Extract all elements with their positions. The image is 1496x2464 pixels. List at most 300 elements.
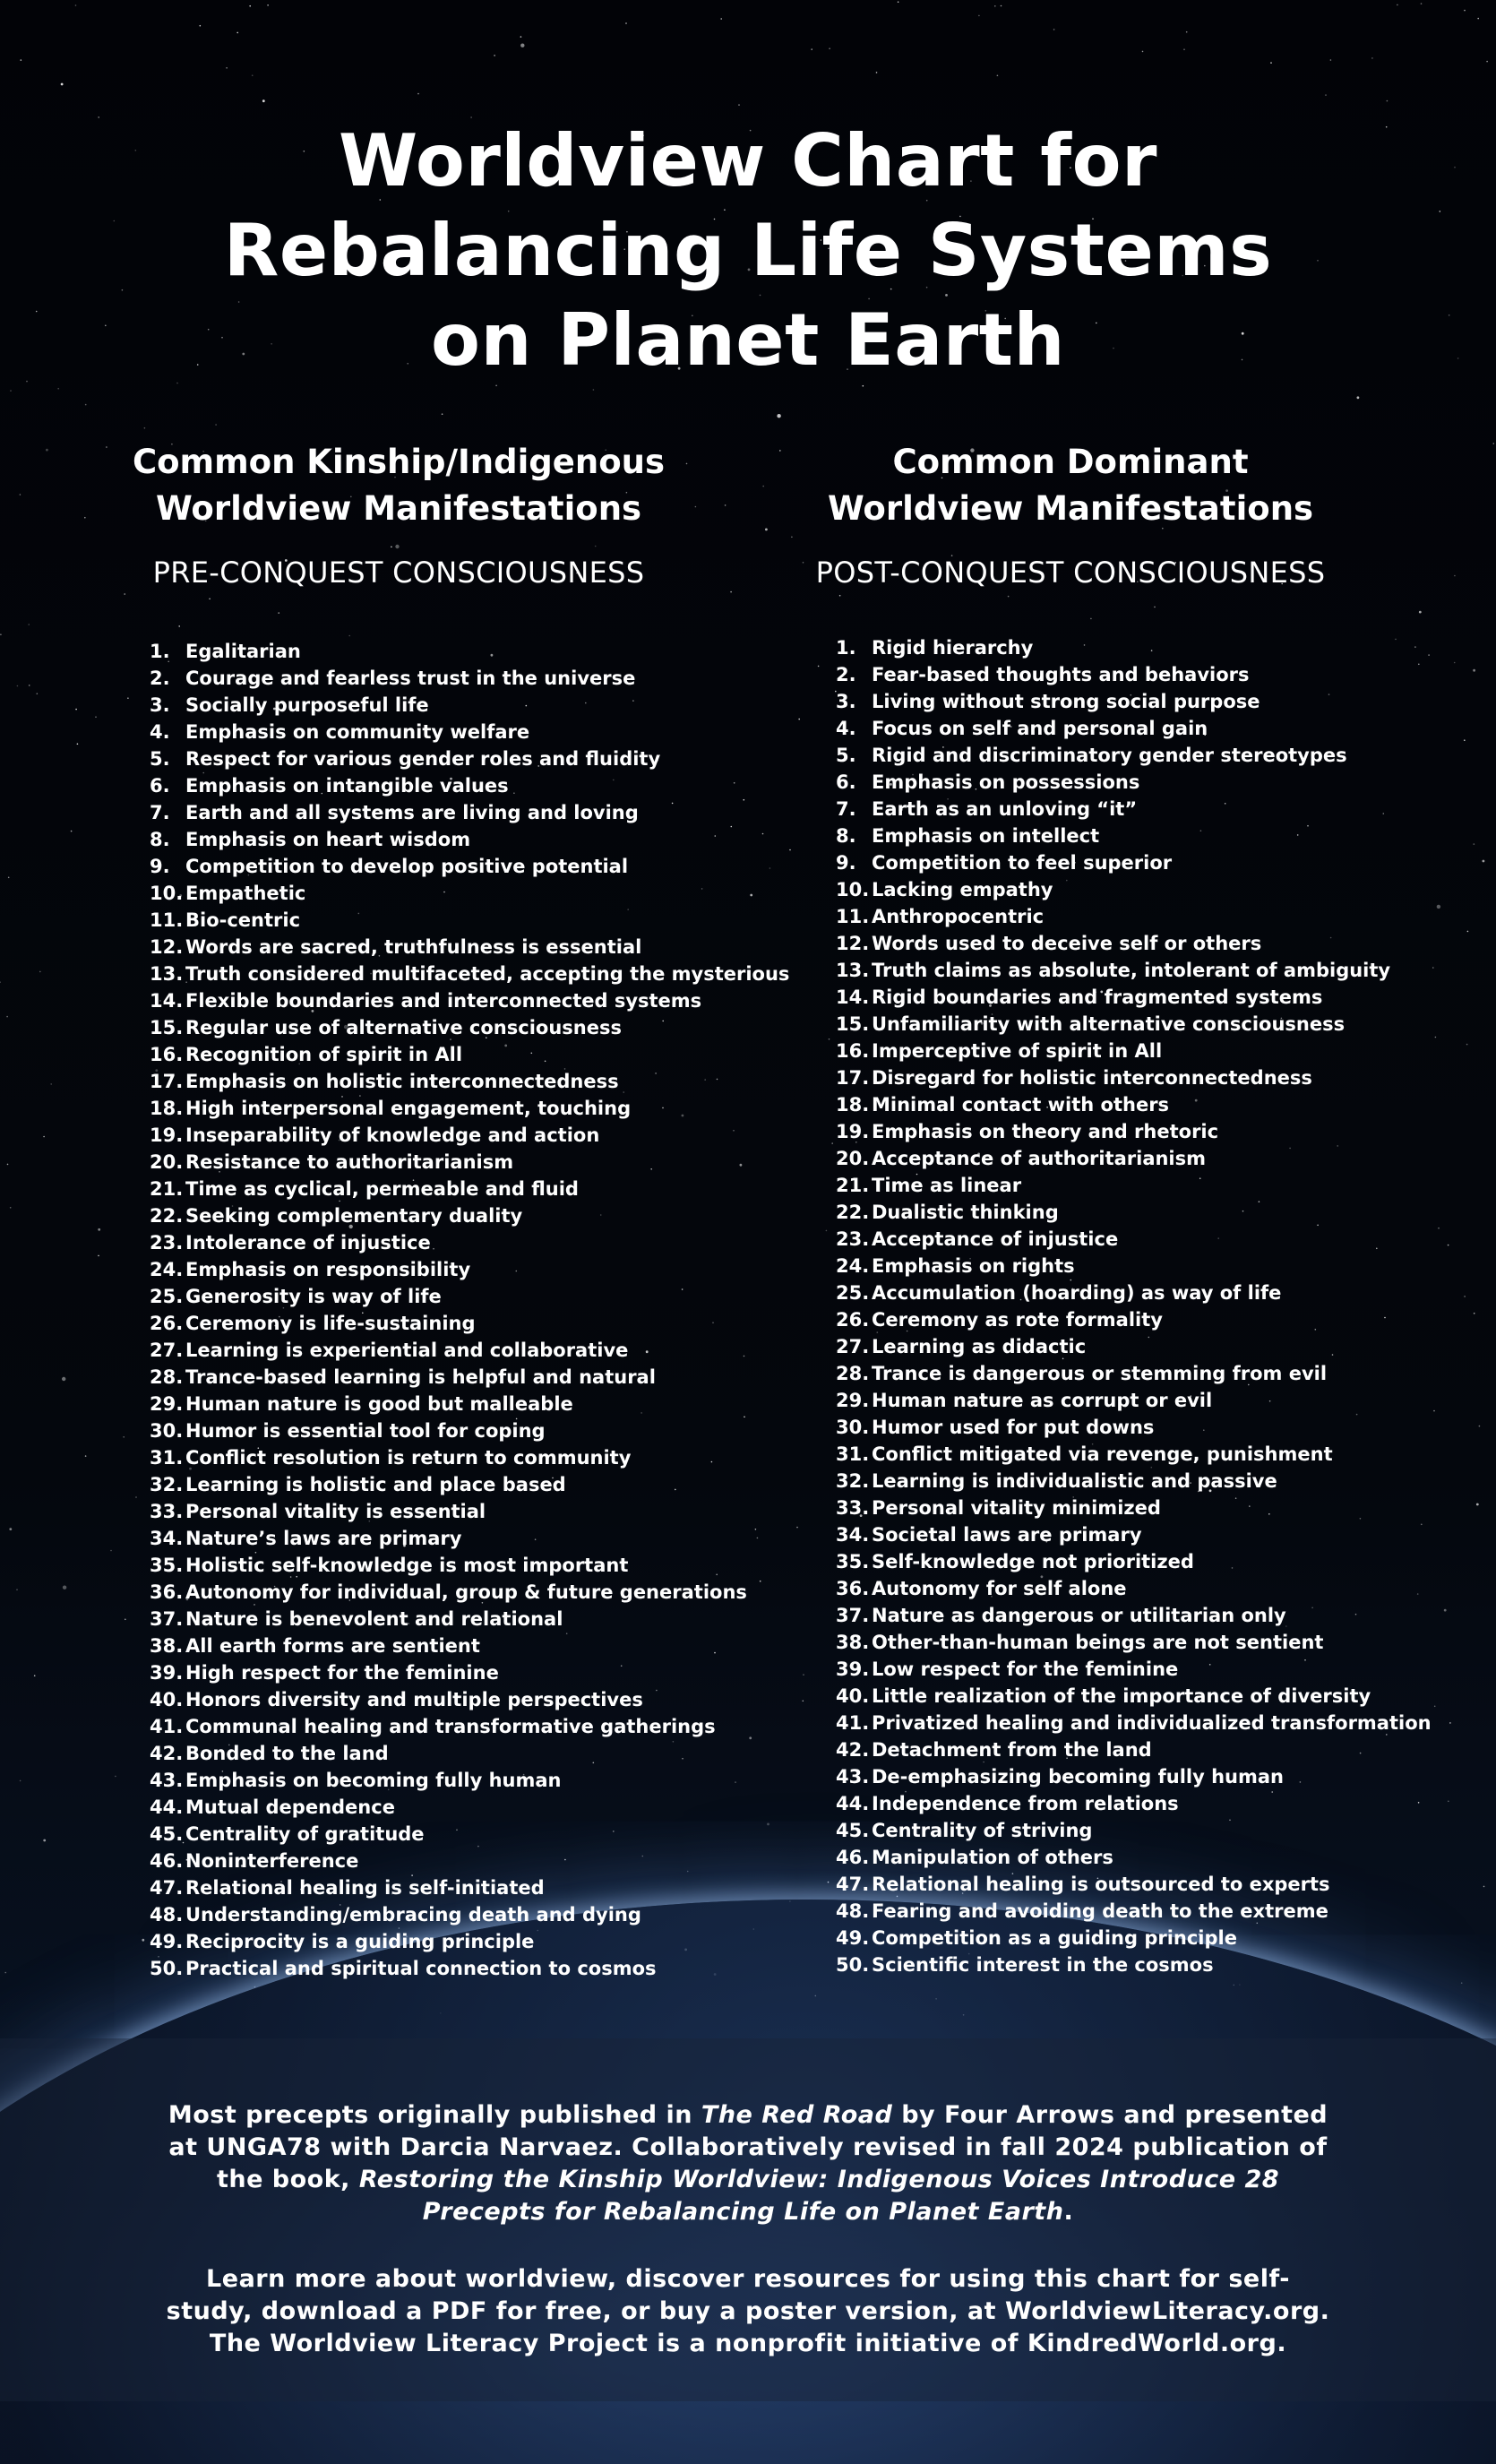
kinship-worldview-column <box>49 439 790 1979</box>
list-item-text: Conflict mitigated via revenge, punishment <box>872 1443 1333 1465</box>
list-item <box>836 1226 1463 1253</box>
list-item-number: 34. <box>836 1524 870 1546</box>
list-item-number: 13. <box>836 960 870 981</box>
list-item <box>150 826 777 853</box>
list-item-text: Personal vitality is essential <box>185 1501 486 1522</box>
list-item-number: 23. <box>150 1232 184 1254</box>
list-item-number: 8. <box>836 825 856 847</box>
list-item-text: Ceremony as rote formality <box>872 1309 1163 1331</box>
list-item <box>150 987 777 1014</box>
list-item-number: 43. <box>150 1770 184 1791</box>
list-item <box>836 903 1463 930</box>
list-item-number: 20. <box>150 1151 184 1173</box>
list-item-number: 38. <box>836 1632 870 1653</box>
list-item-text: Detachment from the land <box>872 1739 1152 1761</box>
list-item-number: 30. <box>836 1417 870 1438</box>
list-item-text: Learning is holistic and place based <box>185 1474 566 1495</box>
list-item <box>150 772 777 799</box>
list-item <box>836 1548 1463 1575</box>
list-item-number: 25. <box>836 1282 870 1304</box>
list-item <box>836 1629 1463 1656</box>
list-item-number: 34. <box>150 1528 184 1549</box>
list-item-number: 37. <box>836 1605 870 1626</box>
list-item <box>150 1579 777 1606</box>
list-item-number: 43. <box>836 1766 870 1788</box>
list-item <box>836 1145 1463 1172</box>
list-item <box>150 1229 777 1256</box>
list-item-text: Words used to deceive self or others <box>872 933 1262 954</box>
kinship-heading-line-1: Common Kinship/Indigenous <box>132 443 666 481</box>
list-item-text: Manipulation of others <box>872 1847 1113 1868</box>
kinship-column-subheading: PRE-CONQUEST CONSCIOUSNESS <box>152 556 645 590</box>
list-item <box>150 799 777 826</box>
list-item <box>150 1686 777 1713</box>
list-item-number: 24. <box>150 1259 184 1280</box>
list-item <box>836 1656 1463 1683</box>
list-item-number: 1. <box>150 641 170 662</box>
list-item-text: Acceptance of authoritarianism <box>872 1148 1207 1169</box>
list-item-number: 4. <box>150 721 170 743</box>
list-item <box>836 1683 1463 1710</box>
list-item-number: 3. <box>836 691 856 712</box>
list-item-text: Egalitarian <box>185 641 301 662</box>
list-item-number: 50. <box>150 1958 184 1979</box>
list-item-number: 9. <box>836 852 856 874</box>
list-item <box>150 1821 777 1848</box>
list-item <box>150 719 777 745</box>
list-item-text: Emphasis on possessions <box>872 771 1140 793</box>
list-item-text: High interpersonal engagement, touching <box>185 1098 632 1119</box>
list-item <box>836 1844 1463 1871</box>
list-item-text: Other-than-human beings are not sentient <box>872 1632 1324 1653</box>
list-item-text: Emphasis on becoming fully human <box>185 1770 562 1791</box>
list-item <box>836 715 1463 742</box>
list-item-text: Imperceptive of spirit in All <box>872 1040 1163 1062</box>
list-item <box>836 1441 1463 1468</box>
list-item-number: 7. <box>150 802 170 823</box>
list-item <box>150 1122 777 1149</box>
list-item-number: 42. <box>836 1739 870 1761</box>
list-item <box>150 961 790 987</box>
list-item-text: Centrality of striving <box>872 1820 1093 1841</box>
list-item-number: 8. <box>150 829 170 850</box>
list-item-text: Noninterference <box>185 1850 359 1872</box>
list-item-text: Ceremony is life-sustaining <box>185 1313 476 1334</box>
list-item-text: Bonded to the land <box>185 1743 389 1764</box>
list-item-text: Holistic self-knowledge is most important <box>185 1555 629 1576</box>
list-item <box>836 634 1463 661</box>
list-item-text: Earth and all systems are living and loving <box>185 802 639 823</box>
list-item <box>150 1310 777 1337</box>
list-item-number: 31. <box>150 1447 184 1469</box>
list-item-text: Societal laws are primary <box>872 1524 1142 1546</box>
list-item-number: 48. <box>836 1900 870 1922</box>
list-item <box>150 1606 777 1633</box>
list-item-text: Scientific interest in the cosmos <box>872 1954 1214 1976</box>
list-item <box>836 1038 1463 1064</box>
list-item <box>150 1444 777 1471</box>
list-item <box>150 665 777 692</box>
list-item-number: 16. <box>150 1044 184 1065</box>
list-item-number: 35. <box>150 1555 184 1576</box>
list-item-text: Words are sacred, truthfulness is essential <box>185 936 642 958</box>
list-item-number: 31. <box>836 1443 870 1465</box>
list-item-text: Unfamiliarity with alternative consciousness <box>872 1013 1346 1035</box>
list-item-text: Relational healing is self-initiated <box>185 1877 545 1899</box>
list-item <box>150 907 777 934</box>
list-item <box>836 984 1463 1011</box>
list-item-text: Humor is essential tool for coping <box>185 1420 546 1442</box>
dominant-column-heading <box>721 439 1420 532</box>
title-line-3: on Planet Earth <box>431 298 1065 382</box>
list-item <box>836 661 1463 688</box>
kinship-precept-list <box>150 638 790 1982</box>
list-item-text: Nature is benevolent and relational <box>185 1608 563 1630</box>
list-item-number: 19. <box>150 1124 184 1146</box>
dominant-heading-line-1: Common Dominant <box>892 443 1249 481</box>
list-item-number: 2. <box>836 664 856 685</box>
list-item-text: Mutual dependence <box>185 1796 395 1818</box>
list-item-text: Generosity is way of life <box>185 1286 442 1307</box>
list-item-number: 17. <box>836 1067 870 1089</box>
list-item <box>150 1283 777 1310</box>
list-item-text: Nature’s laws are primary <box>185 1528 462 1549</box>
dominant-worldview-column <box>721 439 1432 1976</box>
list-item-number: 33. <box>150 1501 184 1522</box>
list-item <box>836 1333 1463 1360</box>
list-item <box>836 876 1463 903</box>
list-item-text: Anthropocentric <box>872 906 1045 927</box>
list-item-number: 40. <box>836 1685 870 1707</box>
list-item-number: 14. <box>836 986 870 1008</box>
footer-text-a: Most precepts originally published in <box>168 2101 701 2129</box>
list-item-text: Focus on self and personal gain <box>872 718 1208 739</box>
list-item-text: Honors diversity and multiple perspectives <box>185 1689 643 1710</box>
list-item-number: 35. <box>836 1551 870 1572</box>
list-item <box>836 1736 1463 1763</box>
list-item-number: 5. <box>836 745 856 766</box>
list-item-text: Emphasis on heart wisdom <box>185 829 471 850</box>
list-item-number: 36. <box>150 1581 184 1603</box>
list-item-number: 18. <box>150 1098 184 1119</box>
list-item <box>150 853 777 880</box>
list-item-text: Autonomy for self alone <box>872 1578 1127 1599</box>
list-item-number: 6. <box>150 775 170 797</box>
list-item-text: Lacking empathy <box>872 879 1053 900</box>
list-item-number: 28. <box>836 1363 870 1384</box>
list-item-number: 45. <box>836 1820 870 1841</box>
list-item <box>836 1253 1463 1279</box>
list-item-number: 24. <box>836 1255 870 1277</box>
list-item <box>836 1871 1463 1898</box>
list-item-number: 21. <box>836 1175 870 1196</box>
list-item-number: 50. <box>836 1954 870 1976</box>
list-item-number: 10. <box>150 883 184 904</box>
list-item-text: Humor used for put downs <box>872 1417 1155 1438</box>
list-item-text: Trance is dangerous or stemming from evil <box>872 1363 1328 1384</box>
list-item-number: 12. <box>836 933 870 954</box>
list-item-number: 7. <box>836 798 856 820</box>
list-item <box>150 934 777 961</box>
list-item-number: 26. <box>836 1309 870 1331</box>
list-item <box>150 880 777 907</box>
list-item-number: 11. <box>836 906 870 927</box>
list-item-text: Learning as didactic <box>872 1336 1087 1357</box>
list-item-text: Competition as a guiding principle <box>872 1927 1237 1949</box>
list-item-text: Seeking complementary duality <box>185 1205 523 1227</box>
list-item-number: 3. <box>150 694 170 716</box>
list-item-number: 21. <box>150 1178 184 1200</box>
book-title-restoring-kinship: Restoring the Kinship Worldview: Indigenous Voices Introduce 28 Precepts for Rebalancing Life on Planet Earth <box>358 2166 1280 2226</box>
list-item <box>150 1767 777 1794</box>
list-item <box>150 1928 777 1955</box>
list-item <box>150 1633 777 1659</box>
list-item <box>150 1417 777 1444</box>
list-item-text: Fear-based thoughts and behaviors <box>872 664 1250 685</box>
list-item-text: Recognition of spirit in All <box>185 1044 463 1065</box>
list-item-number: 40. <box>150 1689 184 1710</box>
list-item-number: 22. <box>150 1205 184 1227</box>
list-item <box>150 1525 777 1552</box>
list-item-text: Earth as an unloving “it” <box>872 798 1138 820</box>
list-item-text: Inseparability of knowledge and action <box>185 1124 600 1146</box>
list-item-number: 47. <box>150 1877 184 1899</box>
list-item <box>836 1118 1463 1145</box>
list-item-number: 49. <box>836 1927 870 1949</box>
list-item-number: 27. <box>150 1340 184 1361</box>
list-item-text: Privatized healing and individualized transformation <box>872 1712 1432 1734</box>
list-item <box>836 1306 1463 1333</box>
list-item-number: 17. <box>150 1071 184 1092</box>
title-line-2: Rebalancing Life Systems <box>223 209 1273 292</box>
list-item-number: 9. <box>150 856 170 877</box>
list-item <box>150 1471 777 1498</box>
list-item-number: 30. <box>150 1420 184 1442</box>
list-item-number: 37. <box>150 1608 184 1630</box>
list-item-text: Little realization of the importance of diversity <box>872 1685 1371 1707</box>
list-item <box>150 1256 777 1283</box>
list-item-number: 26. <box>150 1313 184 1334</box>
list-item <box>836 1091 1463 1118</box>
list-item <box>150 1713 777 1740</box>
list-item <box>150 638 777 665</box>
list-item-text: Resistance to authoritarianism <box>185 1151 514 1173</box>
list-item-text: Emphasis on responsibility <box>185 1259 471 1280</box>
list-item-text: Learning is individualistic and passive <box>872 1470 1277 1492</box>
book-title-red-road: The Red Road <box>701 2101 893 2129</box>
list-item-number: 27. <box>836 1336 870 1357</box>
footer-publication-note <box>166 2099 1330 2228</box>
list-item-text: Empathetic <box>185 883 306 904</box>
list-item <box>836 1387 1463 1414</box>
list-item <box>836 1763 1463 1790</box>
list-item-number: 4. <box>836 718 856 739</box>
list-item-number: 39. <box>836 1658 870 1680</box>
dominant-column-subheading: POST-CONQUEST CONSCIOUSNESS <box>815 556 1326 590</box>
list-item-text: Dualistic thinking <box>872 1202 1059 1223</box>
list-item-text: Personal vitality minimized <box>872 1497 1161 1519</box>
list-item <box>836 1279 1463 1306</box>
dominant-heading-line-2: Worldview Manifestations <box>827 489 1314 528</box>
list-item-text: Time as cyclical, permeable and fluid <box>185 1178 579 1200</box>
list-item-number: 49. <box>150 1931 184 1952</box>
list-item-text: Learning is experiential and collaborative <box>185 1340 629 1361</box>
list-item <box>150 1794 777 1821</box>
list-item-text: Emphasis on intangible values <box>185 775 509 797</box>
list-item-text: Emphasis on community welfare <box>185 721 530 743</box>
list-item <box>836 823 1463 849</box>
list-item <box>150 745 777 772</box>
list-item <box>150 1337 777 1364</box>
list-item-number: 32. <box>150 1474 184 1495</box>
list-item-text: Nature as dangerous or utilitarian only <box>872 1605 1286 1626</box>
list-item-number: 15. <box>150 1017 184 1038</box>
list-item-text: Autonomy for individual, group & future generations <box>185 1581 747 1603</box>
list-item-number: 6. <box>836 771 856 793</box>
list-item-number: 41. <box>836 1712 870 1734</box>
list-item-number: 25. <box>150 1286 184 1307</box>
list-item-text: Accumulation (hoarding) as way of life <box>872 1282 1282 1304</box>
list-item <box>836 1790 1463 1817</box>
list-item <box>150 1848 777 1874</box>
list-item-number: 23. <box>836 1228 870 1250</box>
list-item-number: 1. <box>836 637 856 659</box>
list-item-text: Living without strong social purpose <box>872 691 1260 712</box>
list-item <box>150 1095 777 1122</box>
list-item <box>150 1202 777 1229</box>
list-item-text: Emphasis on intellect <box>872 825 1100 847</box>
list-item-number: 47. <box>836 1874 870 1895</box>
list-item-number: 16. <box>836 1040 870 1062</box>
list-item <box>836 769 1463 796</box>
list-item <box>150 1659 777 1686</box>
list-item <box>836 1602 1463 1629</box>
list-item-text: Emphasis on rights <box>872 1255 1075 1277</box>
list-item-number: 29. <box>150 1393 184 1415</box>
list-item-number: 15. <box>836 1013 870 1035</box>
list-item-text: Courage and fearless trust in the universe <box>185 668 636 689</box>
list-item-text: Regular use of alternative consciousness <box>185 1017 622 1038</box>
list-item-number: 38. <box>150 1635 184 1657</box>
list-item <box>836 1521 1463 1548</box>
list-item-text: Rigid and discriminatory gender stereotypes <box>872 745 1347 766</box>
list-item-number: 20. <box>836 1148 870 1169</box>
list-item-text: Human nature is good but malleable <box>185 1393 573 1415</box>
list-item-text: High respect for the feminine <box>185 1662 499 1684</box>
list-item-text: Intolerance of injustice <box>185 1232 431 1254</box>
list-item <box>150 1176 777 1202</box>
list-item-text: Disregard for holistic interconnectedness <box>872 1067 1312 1089</box>
list-item-number: 46. <box>836 1847 870 1868</box>
list-item <box>836 688 1463 715</box>
list-item-text: Understanding/embracing death and dying <box>185 1904 641 1926</box>
list-item-text: Communal healing and transformative gatherings <box>185 1716 716 1737</box>
list-item-text: Relational healing is outsourced to experts <box>872 1874 1330 1895</box>
list-item-text: Conflict resolution is return to community <box>185 1447 632 1469</box>
list-item <box>836 957 1463 984</box>
list-item-text: Competition to develop positive potential <box>185 856 629 877</box>
list-item-number: 22. <box>836 1202 870 1223</box>
list-item-text: Truth considered multifaceted, accepting the mysterious <box>185 963 790 985</box>
list-item-number: 5. <box>150 748 170 770</box>
list-item <box>150 1014 777 1041</box>
list-item <box>836 1199 1463 1226</box>
list-item-text: Independence from relations <box>872 1793 1179 1814</box>
list-item <box>150 1364 777 1391</box>
list-item <box>150 1068 777 1095</box>
list-item-number: 39. <box>150 1662 184 1684</box>
list-item-number: 28. <box>150 1366 184 1388</box>
list-item-text: Centrality of gratitude <box>185 1823 425 1845</box>
list-item-text: Acceptance of injustice <box>872 1228 1119 1250</box>
list-item <box>150 1740 777 1767</box>
list-item-text: Fearing and avoiding death to the extreme <box>872 1900 1328 1922</box>
list-item-number: 44. <box>836 1793 870 1814</box>
list-item-text: Socially purposeful life <box>185 694 429 716</box>
list-item-text: Rigid hierarchy <box>872 637 1034 659</box>
kinship-column-heading <box>49 439 748 532</box>
list-item-text: Reciprocity is a guiding principle <box>185 1931 535 1952</box>
list-item <box>150 1498 777 1525</box>
list-item-number: 14. <box>150 990 184 1012</box>
list-item-number: 11. <box>150 909 184 931</box>
list-item <box>836 1360 1463 1387</box>
list-item <box>836 1925 1463 1951</box>
list-item <box>836 1011 1463 1038</box>
list-item-text: Human nature as corrupt or evil <box>872 1390 1213 1411</box>
list-item-text: Time as linear <box>872 1175 1022 1196</box>
list-item-text: Competition to feel superior <box>872 852 1173 874</box>
title-line-1: Worldview Chart for <box>339 119 1157 202</box>
list-item-number: 19. <box>836 1121 870 1142</box>
list-item-text: Emphasis on holistic interconnectedness <box>185 1071 619 1092</box>
list-item <box>836 1414 1463 1441</box>
list-item-number: 36. <box>836 1578 870 1599</box>
list-item <box>836 1064 1463 1091</box>
list-item-text: Self-knowledge not prioritized <box>872 1551 1194 1572</box>
list-item <box>150 1552 777 1579</box>
list-item-number: 33. <box>836 1497 870 1519</box>
list-item <box>836 1468 1463 1495</box>
list-item <box>836 1951 1463 1978</box>
list-item-text: De-emphasizing becoming fully human <box>872 1766 1284 1788</box>
list-item-text: Trance-based learning is helpful and natural <box>185 1366 656 1388</box>
list-item-number: 13. <box>150 963 184 985</box>
list-item-text: All earth forms are sentient <box>185 1635 480 1657</box>
list-item <box>150 1874 777 1901</box>
list-item-text: Truth claims as absolute, intolerant of ambiguity <box>872 960 1391 981</box>
list-item-text: Bio-centric <box>185 909 301 931</box>
footer-learn-more: Learn more about worldview, discover resources for using this chart for self-study, download a PDF for free, or buy a poster version, at WorldviewLiteracy.org. The Worldview Literacy Project is a nonprofit initiative of KindredWorld.org. <box>166 2265 1330 2357</box>
list-item-text: Rigid boundaries and fragmented systems <box>872 986 1323 1008</box>
dominant-precept-list <box>836 634 1463 1978</box>
list-item-number: 12. <box>150 936 184 958</box>
list-item <box>836 1172 1463 1199</box>
list-item <box>150 1149 777 1176</box>
list-item <box>836 1817 1463 1844</box>
page-title <box>0 116 1496 385</box>
list-item-text: Respect for various gender roles and fluidity <box>185 748 661 770</box>
footer-text-b: by Four Arrows and presented at UNGA78 with Darcia Narvaez. Collaboratively revised in fall 2024 publication of the book, <box>168 2101 1328 2193</box>
list-item-text: Flexible boundaries and interconnected systems <box>185 990 702 1012</box>
list-item <box>150 1041 777 1068</box>
list-item-number: 2. <box>150 668 170 689</box>
list-item-number: 18. <box>836 1094 870 1116</box>
list-item <box>836 1495 1463 1521</box>
list-item <box>836 849 1463 876</box>
list-item-number: 29. <box>836 1390 870 1411</box>
list-item-text: Minimal contact with others <box>872 1094 1170 1116</box>
